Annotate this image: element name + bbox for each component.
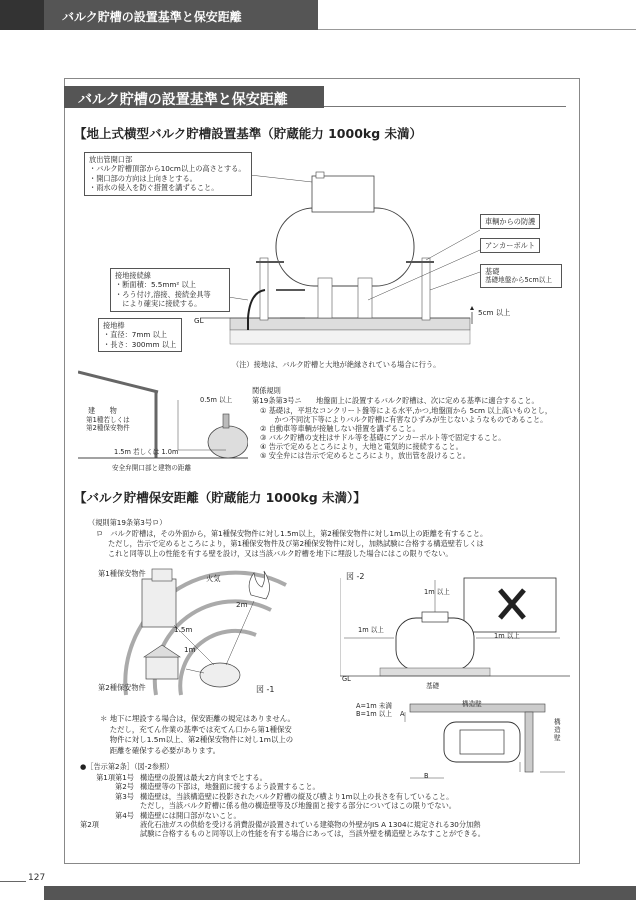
notice-value: 試験に合格するものと同等以上の性能を有する場合にあっては，当該外壁を構造壁とみなすことができる。 — [140, 829, 485, 839]
regulation-item: ⑤ 安全弁には告示で定めるところにより，放出管を設けること。 — [260, 451, 470, 460]
ground-note: （注）接地は、バルク貯槽と大地が絶縁されている場合に行う。 — [232, 360, 441, 369]
underground-line: ただし，充てん作業の基準では充てん口から第1種保安 — [100, 724, 292, 734]
rule-ref: （規則第19条第3号ロ） — [88, 518, 167, 527]
header-title: バルク貯槽の設置基準と保安距離 — [62, 10, 242, 24]
ground-rod-line: ・直径：7mm 以上 — [103, 330, 167, 340]
label-b: B — [424, 772, 429, 780]
label-building-sub: 第2種保安物件 — [86, 424, 130, 432]
rule-line: これと同等以上の性能を有する壁を設け，又は当該バルク貯槽を地下に埋設した場合にはこの限りでない。 — [108, 549, 453, 558]
section1-heading: 【地上式横型バルク貯槽設置基準（貯蔵能力 1000kg 未満） — [74, 126, 423, 141]
header-bar — [0, 0, 318, 30]
underground-note — [100, 714, 295, 756]
foundation-box — [480, 264, 562, 288]
notice-key: 第2号 — [115, 782, 134, 792]
label-base: 基礎 — [426, 682, 440, 690]
underground-line: 距離を確保する必要があります。 — [100, 745, 221, 755]
discharge-line: ・雨水の侵入を防ぐ措置を講ずること。 — [89, 183, 219, 193]
footer-bar — [44, 886, 636, 900]
header-rule — [318, 29, 636, 30]
notice-key: 第1項第1号 — [96, 773, 134, 782]
ground-wire-box — [110, 268, 230, 312]
page-title-bar — [64, 86, 324, 108]
footer-rule — [0, 881, 26, 882]
label-building-sub: 第1種若しくは — [86, 416, 130, 424]
discharge-line: ・開口部の方向は上向きとする。 — [89, 173, 197, 183]
label-b-def: B=1m 以上 — [356, 710, 392, 718]
notice-value: 構造壁は，当該構造壁に投影されたバルク貯槽の縦及び横より1m以上の長さを有していること。 — [140, 791, 454, 801]
page-number: 127 — [28, 873, 46, 883]
notice-head: ●［告示第2条］（図-2参照） — [80, 762, 174, 771]
safety-distance-figure — [96, 565, 296, 700]
label-gl2: GL — [342, 675, 351, 683]
regulation-item: かつ不同沈下等によりバルク貯槽に有害なひずみが生じないようなものであること。 — [260, 415, 548, 424]
label-right-1m: 1m 以上 — [494, 632, 520, 640]
notice-value: 構造壁等の下部は，地盤面に接するよう設置すること。 — [140, 782, 320, 792]
label-1-5m: 1.5m — [174, 625, 193, 634]
discharge-title: 放出管開口部 — [89, 155, 133, 164]
ground-rod-box — [98, 318, 182, 352]
notice-value: ただし，当該バルク貯槽に係る他の構造壁等及び地盤面と接する部分についてはこの限りでない。 — [140, 801, 456, 811]
underground-line: ＊ 地下に埋設する場合は，保安距離の規定はありません。 — [100, 714, 295, 723]
label-five-cm: 5cm 以上 — [478, 308, 511, 317]
ground-rod-title: 接地棒 — [103, 321, 125, 330]
rule-line: ロ バルク貯槽は，その外面から，第1種保安物件に対し1.5m以上，第2種保安物件に対し1m以上の距離を有すること。 — [96, 529, 488, 538]
label-building: 建 物 — [88, 406, 117, 415]
label-foundation: 基礎 — [485, 267, 500, 276]
label-a: A — [400, 710, 405, 718]
fig1-caption: 図 -1 — [256, 685, 275, 694]
label-gl: GL — [194, 316, 204, 325]
header-accent — [0, 0, 44, 30]
regulation-item: ④ 告示で定めるところにより，大地と電気的に接続すること。 — [260, 442, 463, 451]
notice-key — [80, 801, 134, 810]
notice-value: 構造壁の設置は最大2方向までとする。 — [140, 773, 267, 782]
rule-line: ただし，告示で定めるところにより，第1種保安物件及び第2種保安物件に対し，加熱試験に合格する構造壁若しくは — [108, 539, 484, 548]
notice-key: 第2項 — [80, 820, 99, 830]
label-wall-vertical: 構造壁 — [554, 718, 561, 742]
section2-heading: 【バルク貯槽保安距離（貯蔵能力 1000kg 未満）】 — [74, 490, 366, 505]
regulation-item: ① 基礎は，平坦なコンクリート盤等による水平,かつ,地盤面から 5cm 以上高いものとし， — [260, 406, 553, 415]
label-vehicle-protection: 車輌からの防護 — [480, 214, 540, 229]
figure-caption: 安全弁開口部と建物の距離 — [112, 464, 192, 472]
ground-rod-line: ・長さ：300mm 以上 — [103, 339, 177, 349]
notice-key: 第3号 — [115, 791, 134, 801]
label-second-class: 第2種保安物件 — [98, 683, 146, 692]
label-distance: 1.5m 若しくは 1.0m — [114, 448, 179, 456]
title-rule — [324, 106, 566, 107]
label-1m: 1m — [184, 645, 196, 654]
regulations-intro: 第19条第3号ニ 地盤面上に設置するバルク貯槽は、次に定める基準に適合すること。 — [252, 396, 539, 405]
ground-wire-line: ・断面積：5.5mm² 以上 — [115, 280, 196, 290]
label-top-1m: 1m 以上 — [424, 588, 450, 596]
discharge-line: ・バルク貯槽頂部から10cm以上の高さとする。 — [89, 164, 246, 174]
label-fire: 火気 — [206, 574, 221, 583]
regulations-title: 関係規則 — [252, 386, 281, 395]
notice-value: 構造壁には開口部がないこと。 — [140, 810, 241, 820]
label-foundation-note: 基礎地盤から5cm以上 — [485, 276, 552, 285]
label-anchor-bolt: アンカーボルト — [480, 238, 540, 253]
discharge-box — [84, 152, 252, 196]
fig2-caption: 図 -2 — [346, 572, 365, 581]
ground-wire-title: 接地接続線 — [115, 271, 151, 280]
regulation-item: ② 自動車等車輌が接触しない措置を講ずること。 — [260, 424, 420, 433]
underground-line: 物件に対し1.5m以上、第2種保安物件に対し1m以上の — [100, 735, 294, 744]
notice-table — [80, 773, 485, 839]
notice-key: 第4号 — [115, 810, 134, 820]
page-title: バルク貯槽の設置基準と保安距離 — [78, 92, 288, 108]
ground-wire-line: ・ろう付け,溶接、接続金具等 — [115, 289, 211, 299]
label-first-class: 第1種保安物件 — [98, 569, 146, 578]
label-half-meter: 0.5m 以上 — [200, 396, 233, 404]
notice-key — [80, 829, 110, 838]
label-a-def: A=1m 未満 — [356, 702, 392, 710]
ground-wire-line: により確実に接続する。 — [115, 299, 202, 309]
label-left-1m: 1m 以上 — [358, 626, 384, 634]
notice-value: 液化石油ガスの供給を受ける消費設備が設置されている建築物の外壁がJIS A 1304に規定される30分加熱 — [140, 820, 481, 830]
regulation-item: ③ バルク貯槽の支柱はサドル等を基礎にアンカーボルト等で固定すること。 — [260, 433, 506, 442]
label-wall: 構造壁 — [462, 700, 482, 708]
label-2m: 2m — [236, 600, 248, 609]
